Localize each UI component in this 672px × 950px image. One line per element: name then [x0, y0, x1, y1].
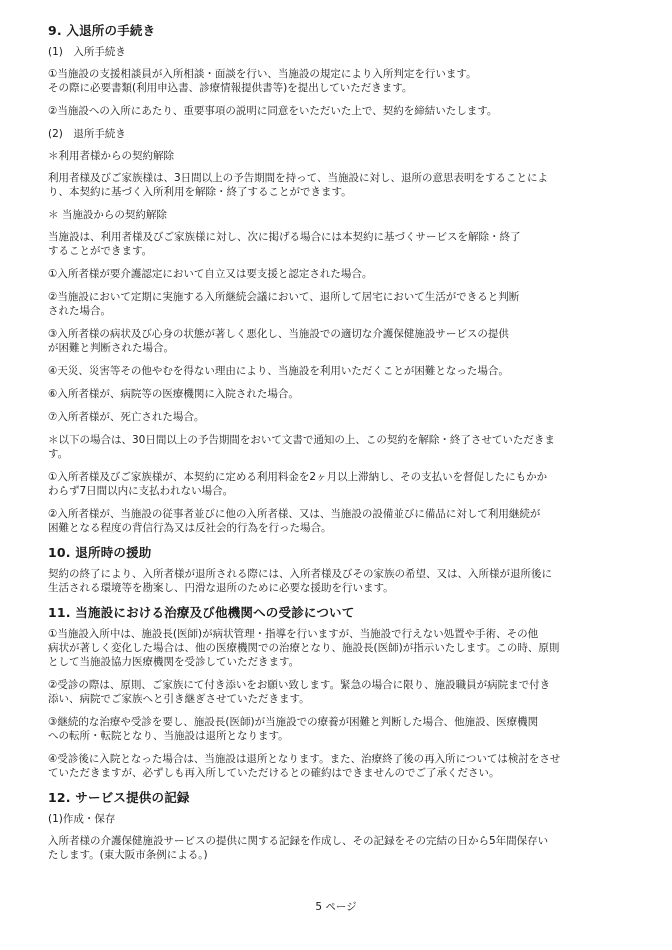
text-line: 12. サービス提供の記録: [48, 790, 190, 805]
text-line: として当施設協力医療機関を受診していただきます。: [48, 656, 300, 668]
text-line: された場合。: [48, 305, 111, 317]
text-line: ＊利用者様からの契約解除: [48, 150, 174, 162]
text-line: ①当施設の支援相談員が入所相談・面談を行い、当施設の規定により入所判定を行います。: [48, 68, 477, 80]
paragraph: [48, 410, 628, 424]
paragraph: [48, 567, 628, 595]
text-line: 契約の終了により、入所者様が退所される際には、入所者様及びその家族の希望、又は、入所様が退所後に: [48, 568, 552, 580]
text-line: 生活される環境等を勘案し、円滑な退所のために必要な援助を行います。: [48, 582, 394, 594]
subheading: [48, 812, 628, 826]
text-line: 困難となる程度の背信行為又は反社会的行為を行った場合。: [48, 522, 332, 534]
paragraph: [48, 507, 628, 535]
text-line: が困難と判断された場合。: [48, 342, 174, 354]
text-line: ④受診後に入院となった場合は、当施設は退所となります。また、治療終了後の再入所については検討をさせ: [48, 753, 561, 765]
text-line: ②入所者様が、当施設の従事者並びに他の入所者様、又は、当施設の設備並びに備品に対して利用継続が: [48, 508, 541, 520]
subheading: [48, 127, 628, 141]
paragraph: [48, 433, 628, 461]
document-body: [48, 22, 628, 871]
text-line: することができます。: [48, 245, 153, 257]
paragraph: [48, 752, 628, 780]
text-line: 利用者様及びご家族様は、3日間以上の予告期間を持って、当施設に対し、退所の意思表明をすることによ: [48, 172, 548, 184]
paragraph: [48, 327, 628, 355]
text-line: ③入所者様の病状及び心身の状態が著しく悪化し、当施設での適切な介護保健施設サービスの提供: [48, 328, 509, 340]
text-line: 9. 入退所の手続き: [48, 23, 156, 38]
subheading: [48, 208, 628, 222]
paragraph: [48, 387, 628, 401]
section-heading: [48, 604, 628, 621]
paragraph: [48, 67, 628, 95]
text-line: (2) 退所手続き: [48, 128, 126, 140]
text-line: 入所者様の介護保健施設サービスの提供に関する記録を作成し、その記録をその完結の日から5年間保存い: [48, 835, 549, 847]
text-line: り、本契約に基づく入所利用を解除・終了することができます。: [48, 186, 352, 198]
text-line: ＊ 当施設からの契約解除: [48, 209, 167, 221]
subheading: [48, 45, 628, 59]
subheading: [48, 149, 628, 163]
text-line: ①当施設入所中は、施設長(医師)が病状管理・指導を行いますが、当施設で行えない処置や手術、その他: [48, 628, 539, 640]
section-heading: [48, 22, 628, 39]
text-line: ⑥入所者様が、病院等の医療機関に入院された場合。: [48, 388, 299, 400]
paragraph: [48, 470, 628, 498]
paragraph: [48, 678, 628, 706]
text-line: ②当施設において定期に実施する入所継続会議において、退所して居宅において生活ができると判断: [48, 291, 520, 303]
text-line: (1)作成・保存: [48, 813, 116, 825]
text-line: ③継続的な治療や受診を要し、施設長(医師)が当施設での療養が困難と判断した場合、他施設、医療機関: [48, 716, 539, 728]
paragraph: [48, 104, 628, 118]
text-line: その際に必要書類(利用申込書、診療情報提供書等)を提出していただきます。: [48, 82, 413, 94]
section-heading: [48, 544, 628, 561]
text-line: 添い、病院でご家族へと引き継ぎさせていただきます。: [48, 693, 310, 705]
text-line: ②受診の際は、原則、ご家族にて付き添いをお願い致します。緊急の場合に限り、施設職員が病院まで付き: [48, 679, 551, 691]
paragraph: [48, 364, 628, 378]
text-line: 11. 当施設における治療及び他機関への受診について: [48, 605, 355, 620]
text-line: への転所・転院となり、当施設は退所となります。: [48, 730, 289, 742]
text-line: ②当施設への入所にあたり、重要事項の説明に同意をいただいた上で、契約を締結いたします。: [48, 105, 498, 117]
paragraph: [48, 171, 628, 199]
text-line: (1) 入所手続き: [48, 46, 126, 58]
text-line: ④天災、災害等その他やむを得ない理由により、当施設を利用いただくことが困難となった場合。: [48, 365, 509, 377]
text-line: 病状が著しく変化した場合は、他の医療機関での治療となり、施設長(医師)が指示いたします。この時、原則: [48, 642, 560, 654]
paragraph: [48, 290, 628, 318]
page-number: 5 ページ: [315, 901, 357, 913]
paragraph: [48, 834, 628, 862]
section-heading: [48, 789, 628, 806]
text-line: わらず7日間以内に支払われない場合。: [48, 485, 234, 497]
text-line: 10. 退所時の援助: [48, 545, 152, 560]
paragraph: [48, 267, 628, 281]
text-line: たします。(東大阪市条例による。): [48, 849, 208, 861]
paragraph: [48, 715, 628, 743]
text-line: ①入所者様が要介護認定において自立又は要支援と認定された場合。: [48, 268, 373, 280]
text-line: ていただきますが、必ずしも再入所していただけるとの確約はできませんのでご了承ください。: [48, 767, 500, 779]
text-line: ⑦入所者様が、死亡された場合。: [48, 411, 205, 423]
text-line: す。: [48, 448, 69, 460]
text-line: ①入所者様及びご家族様が、本契約に定める利用料金を2ヶ月以上滞納し、その支払いを督促したにもかか: [48, 471, 548, 483]
paragraph: [48, 230, 628, 258]
text-line: 当施設は、利用者様及びご家族様に対し、次に掲げる場合には本契約に基づくサービスを解除・終了: [48, 231, 521, 243]
text-line: ＊以下の場合は、30日間以上の予告期間をおいて文書で通知の上、この契約を解除・終了させていただきま: [48, 434, 555, 446]
paragraph: [48, 627, 628, 669]
